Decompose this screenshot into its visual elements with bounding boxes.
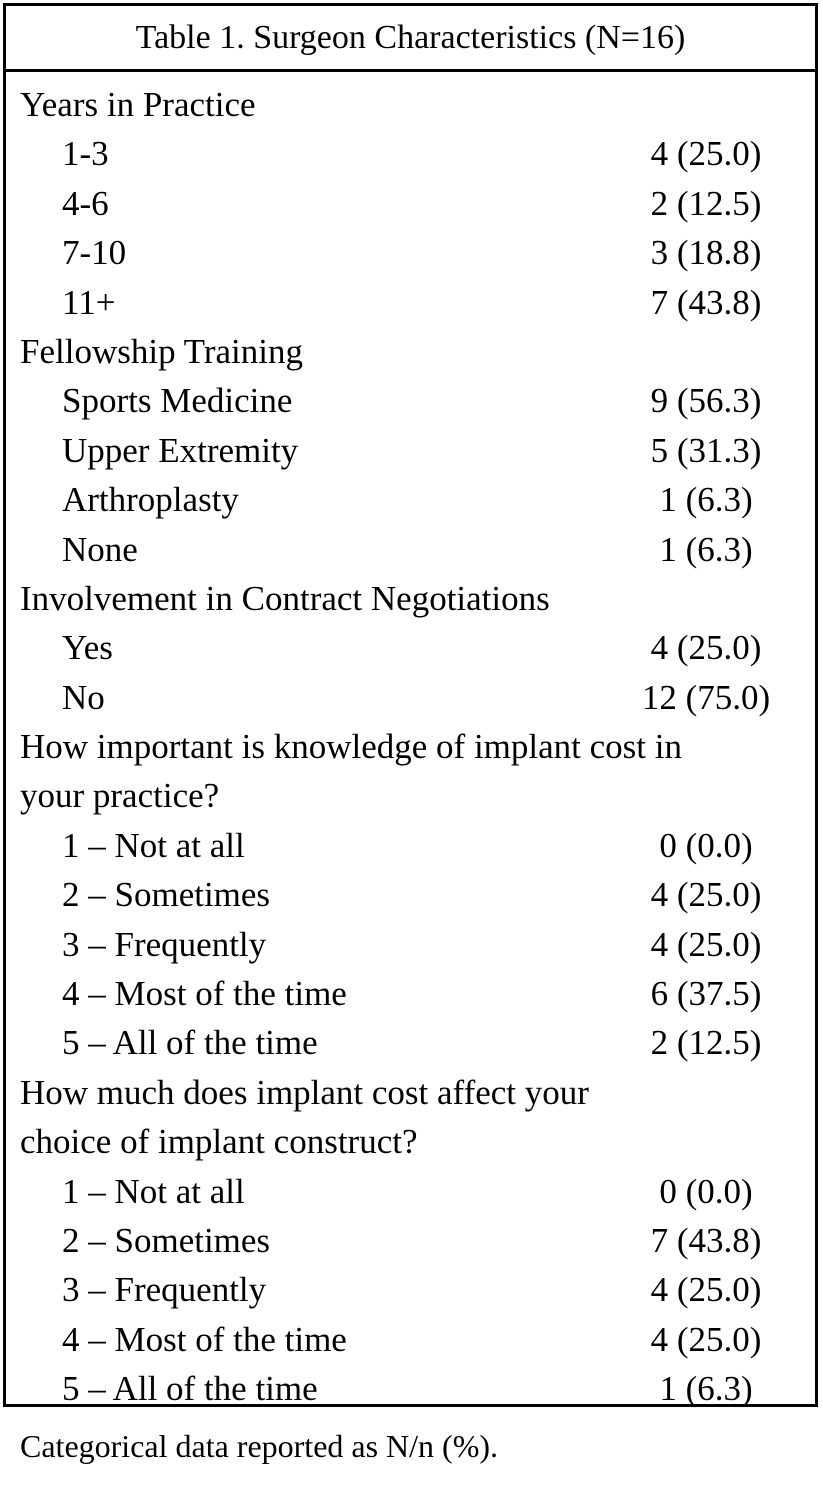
table-row [6,426,815,475]
row-label: 5 – All of the time [62,1369,318,1409]
table-title: Table 1. Surgeon Characteristics (N=16) [6,6,815,72]
row-value: 4 (25.0) [650,1270,762,1310]
row-value: 7 (43.8) [650,282,762,322]
row-label: 5 – All of the time [62,1023,318,1063]
row-label: 4 – Most of the time [62,1319,347,1359]
row-value: 4 (25.0) [650,134,762,174]
row-label: 4 – Most of the time [62,974,347,1014]
table-row [6,475,815,524]
table-row [6,920,815,969]
section-label: choice of implant construct? [20,1122,418,1162]
table-section-row [6,722,815,771]
row-value: 1 (6.3) [659,1369,753,1409]
row-label: Arthroplasty [62,480,239,520]
table-section-row [6,771,815,820]
section-label: your practice? [20,776,220,816]
row-label: None [62,529,138,569]
row-label: 11+ [62,282,116,322]
row-value: 4 (25.0) [650,1319,762,1359]
table-section-row [6,1117,815,1166]
section-label: How much does implant cost affect your [20,1072,589,1112]
table-row [6,1364,815,1413]
row-value: 4 (25.0) [650,628,762,668]
row-value: 0 (0.0) [659,1171,753,1211]
table-row [6,228,815,277]
table-row [6,525,815,574]
row-label: 2 – Sometimes [62,875,271,915]
table-row [6,179,815,228]
row-label: Upper Extremity [62,430,299,470]
row-value: 4 (25.0) [650,924,762,964]
row-label: 4-6 [62,183,109,223]
table-section-row [6,80,815,129]
row-value: 7 (43.8) [650,1220,762,1260]
row-label: 2 – Sometimes [62,1220,271,1260]
table-row [6,1265,815,1314]
row-value: 5 (31.3) [650,430,762,470]
section-label: How important is knowledge of implant cost in [20,727,682,767]
row-label: 1 – Not at all [62,1171,245,1211]
table-row [6,821,815,870]
table-row [6,1315,815,1364]
table-section-row [6,1068,815,1117]
row-value: 6 (37.5) [650,974,762,1014]
table-row [6,1167,815,1216]
row-label: 1 – Not at all [62,825,245,865]
table-section-row [6,327,815,376]
row-value: 1 (6.3) [659,480,753,520]
table-body [6,72,815,1414]
section-label: Fellowship Training [20,331,303,371]
row-label: Yes [62,628,113,668]
row-label: Sports Medicine [62,381,293,421]
table-row [6,376,815,425]
row-value: 9 (56.3) [650,381,762,421]
section-label: Involvement in Contract Negotiations [20,578,550,618]
row-label: 3 – Frequently [62,924,267,964]
section-label: Years in Practice [20,85,256,124]
row-label: 7-10 [62,233,127,273]
table-row [6,969,815,1018]
table-row [6,1018,815,1067]
table-footnote: Categorical data reported as N/n (%). [20,1428,499,1464]
table-row [6,870,815,919]
row-value: 2 (12.5) [650,1023,762,1063]
row-label: 3 – Frequently [62,1270,267,1310]
row-value: 1 (6.3) [659,529,753,569]
table-row [6,129,815,178]
table-row [6,278,815,327]
row-value: 0 (0.0) [659,825,753,865]
table-row [6,673,815,722]
row-value: 12 (75.0) [641,677,771,717]
row-value: 2 (12.5) [650,183,762,223]
row-label: 1-3 [62,134,109,174]
row-label: No [62,677,105,717]
table-row [6,623,815,672]
table-section-row [6,574,815,623]
row-value: 4 (25.0) [650,875,762,915]
characteristics-table [3,3,818,1407]
row-value: 3 (18.8) [650,233,762,273]
table-row [6,1216,815,1265]
